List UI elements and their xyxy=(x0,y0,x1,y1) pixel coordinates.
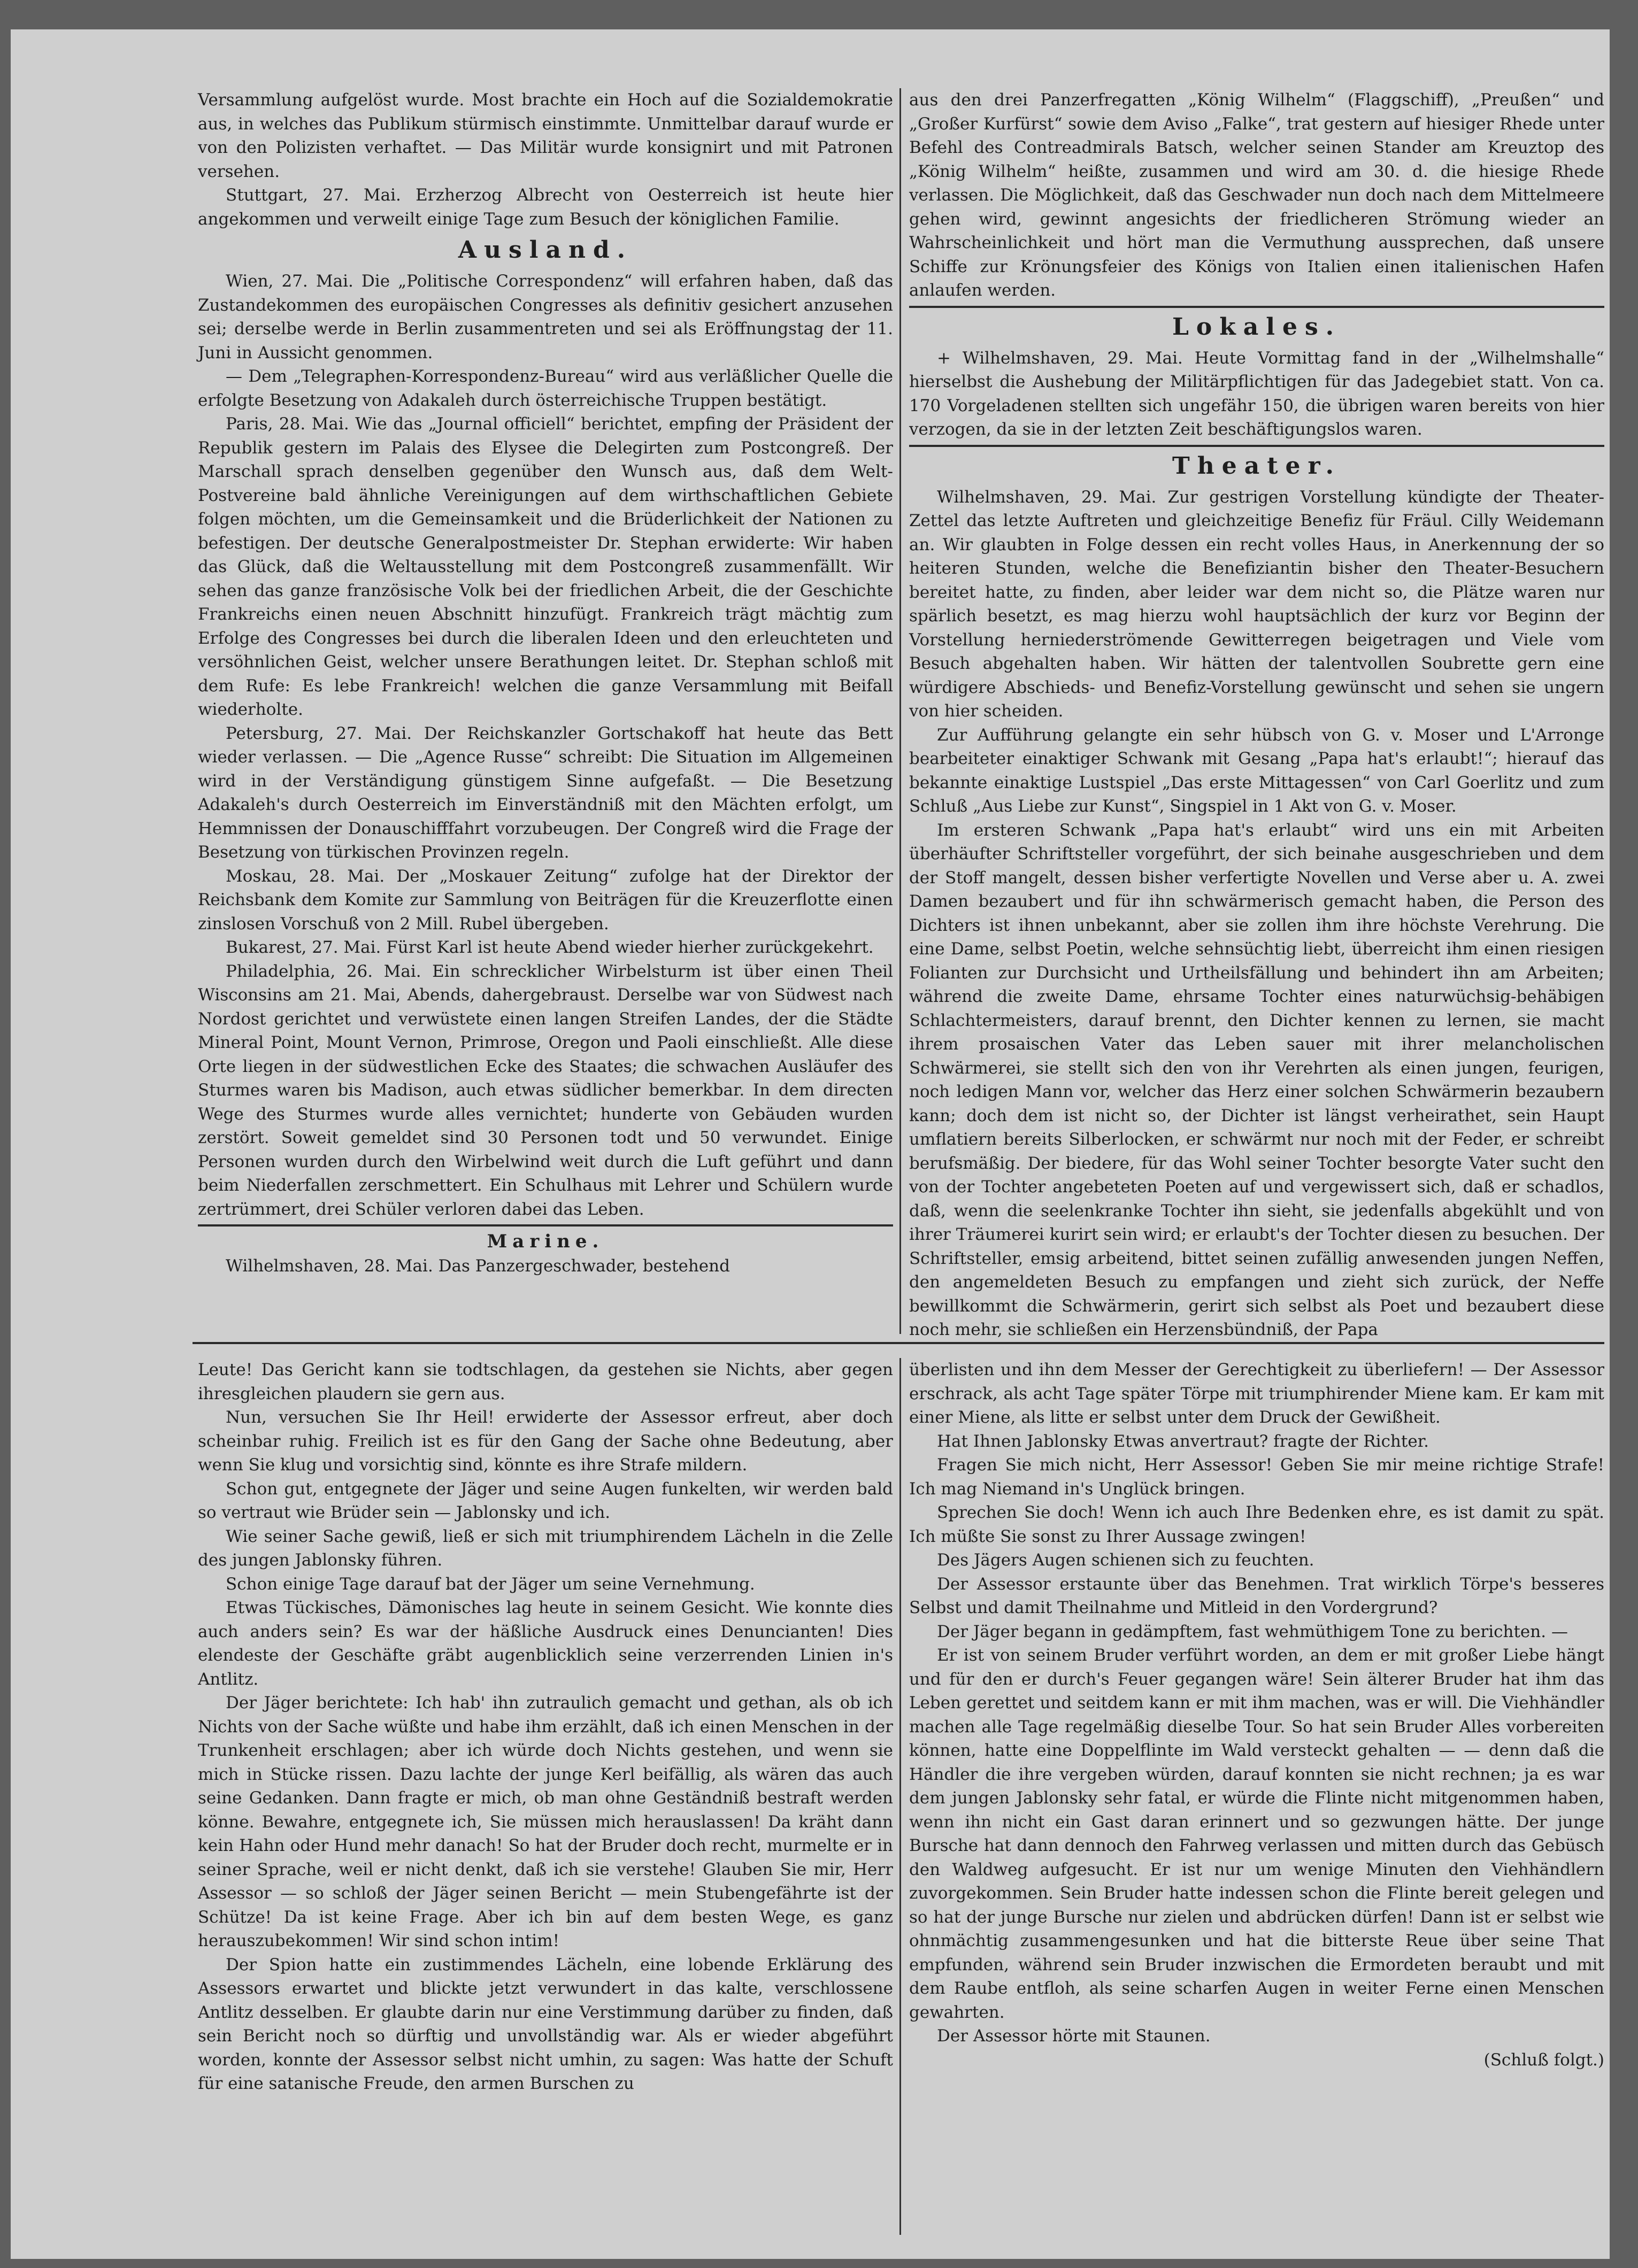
paragraph: Nun, versuchen Sie Ihr Heil! erwiderte der Assessor erfreut, aber doch scheinbar ruhig. Freilich ist es für den Gang der Sache ohne Bedeutung, aber wenn Sie klug und vorsichtig sind, könnte es ihre Strafe mildern. xyxy=(198,1408,893,1475)
paragraph: Wien, 27. Mai. Die „Politische Correspondenz“ will erfahren haben, daß das Zustandekommen des europäischen Congresses als definitiv gesichert anzusehen sei; derselbe werde in Berlin zusammentreten und sei als Eröffnungstag der 11. Juni in Aussicht genommen. xyxy=(198,272,893,362)
bottom-right-column xyxy=(909,1358,1604,2224)
paragraph: Wilhelmshaven, 28. Mai. Das Panzergeschwader, bestehend xyxy=(226,1256,730,1276)
paragraph: Der Assessor erstaunte über das Benehmen. Trat wirklich Törpe's besseres Selbst und damit Theilnahme und Mitleid in den Vordergrund? xyxy=(909,1574,1604,1617)
top-left-column xyxy=(198,88,893,1280)
paragraph: Des Jägers Augen schienen sich zu feuchten. xyxy=(937,1550,1314,1570)
paragraph: Petersburg, 27. Mai. Der Reichskanzler Gortschakoff hat heute das Bett wieder verlassen. — Die „Agence Russe“ schreibt: Die Situation im Allgemeinen wird in der Verständigung günstigem Sinne aufgefaßt. — Die Besetzung Adakaleh's durch Oesterreich im Einverständniß mit den Mächten erfolgt, um Hemmnissen der Donauschifffahrt vorzubeugen. Der Congreß wird die Frage der Besetzung von türkischen Provinzen regeln. xyxy=(198,723,893,862)
bottom-left-column xyxy=(198,1358,893,2224)
paragraph: Er ist von seinem Bruder verführt worden, an dem er mit großer Liebe hängt und für den er durch's Feuer gegangen wäre! Sein älterer Bruder hat ihm das Leben gerettet und seitdem kann er mit ihm machen, was er will. Die Viehhändler machen alle Tage regelmäßig dieselbe Tour. So hat sein Bruder Alles vorbereiten können, hatte eine Doppelflinte im Wald versteckt gehalten — — denn daß die Händler die ihre vergeben würden, darauf konnten sie nicht rechnen; ja es war dem jungen Jablonsky sehr fatal, er würde die Flinte nicht mitgenommen haben, wenn ihn nicht ein Gast daran erinnert und so gezwungen hätte. Der junge Bursche hat dann dennoch den Fahrweg verlassen und mitten durch das Gebüsch den Waldweg aufgesucht. Er ist nur um wenige Minuten den Viehhändlern zuvorgekommen. Sein Bruder hatte indessen schon die Flinte bereit gelegen und so hat der junge Bursche nur zielen und abdrücken dürfen! Dann ist er selbst wie ohnmächtig zusammengesunken und hat die bitterste Reue über seine That empfunden, während sein Bruder inzwischen die Ermordeten beraubt und mit dem Raube entfloh, als seine scharfen Augen in weiter Ferne einen Menschen gewahrten. xyxy=(909,1646,1604,2022)
section-heading-ausland: Ausland. xyxy=(458,236,633,264)
paragraph: Philadelphia, 26. Mai. Ein schrecklicher Wirbelsturm ist über einen Theil Wisconsins am 21. Mai, Abends, dahergebraust. Derselbe war von Südwest nach Nordost gerichtet und verwüstete einen langen Streifen Landes, der die Städte Mineral Point, Mount Vernon, Primrose, Oregon und Paoli einschließt. Alle diese Orte liegen in der südwestlichen Ecke des Staates; die schwachen Ausläufer des Sturmes waren bis Madison, auch etwas südlicher bemerkbar. In dem directen Wege des Sturmes wurde alles vernichtet; hunderte von Gebäuden wurden zerstört. Soweit gemeldet sind 30 Personen todt und 50 verwundet. Einige Personen wurden durch den Wirbelwind weit durch die Luft geführt und dann beim Niederfallen zerschmettert. Ein Schulhaus mit Lehrer und Schülern wurde zertrümmert, drei Schüler verloren dabei das Leben. xyxy=(198,961,893,1219)
paragraph: Schon einige Tage darauf bat der Jäger um seine Vernehmung. xyxy=(226,1574,755,1594)
paragraph: Versammlung aufgelöst wurde. Most brachte ein Hoch auf die Sozialdemokratie aus, in welches das Publikum stürmisch einstimmte. Unmittelbar darauf wurde er von den Polizisten verhaftet. — Das Militär wurde konsignirt und mit Patronen versehen. xyxy=(198,90,893,181)
section-heading-marine: Marine. xyxy=(487,1231,604,1252)
paragraph: Paris, 28. Mai. Wie das „Journal officiell“ berichtet, empfing der Präsident der Republik gestern im Palais des Elysee die Delegirten zum Postcongreß. Der Marschall sprach denselben gegenüber den Wunsch aus, daß dem Welt-Postvereine bald ähnliche Vereinigungen auf dem wirthschaftlichen Gebiete folgen möchten, um die Gemeinsamkeit und die Brüderlichkeit der Nationen zu befestigen. Der deutsche Generalpostmeister Dr. Stephan erwiderte: Wir haben das Glück, daß die Weltausstellung mit dem Postcongreß zusammenfällt. Wir sehen das ganze französische Volk bei der friedlichen Arbeit, die der Geschichte Frankreichs einen neuen Abschnitt hinzufügt. Frankreich trägt mächtig zum Erfolge des Congresses bei durch die liberalen Ideen und den erleuchteten und versöhnlichen Geist, welcher unsere Berathungen leitet. Dr. Stephan schloß mit dem Rufe: Es lebe Frankreich! welchen die ganze Versammlung mit Beifall wiederholte. xyxy=(198,414,893,719)
column-divider-bottom xyxy=(899,1358,901,2235)
paragraph: Stuttgart, 27. Mai. Erzherzog Albrecht von Oesterreich ist heute hier angekommen und verweilt einige Tage zum Besuch der königlichen Familie. xyxy=(198,186,893,229)
paragraph: Wie seiner Sache gewiß, ließ er sich mit triumphirendem Lächeln in die Zelle des jungen Jablonsky führen. xyxy=(198,1526,893,1570)
paragraph: Leute! Das Gericht kann sie todtschlagen, da gestehen sie Nichts, aber gegen ihresgleichen plaudern sie gern aus. xyxy=(198,1360,893,1403)
paragraph: — Dem „Telegraphen-Korrespondenz-Bureau“ wird aus verläßlicher Quelle die erfolgte Besetzung von Adakaleh durch österreichische Truppen bestätigt. xyxy=(198,367,893,410)
paragraph: Der Jäger begann in gedämpftem, fast wehmüthigem Tone zu berichten. — xyxy=(937,1622,1568,1641)
paragraph: Fragen Sie mich nicht, Herr Assessor! Geben Sie mir meine richtige Strafe! Ich mag Niemand in's Unglück bringen. xyxy=(909,1455,1604,1499)
paragraph: Im ersteren Schwank „Papa hat's erlaubt“ wird uns ein mit Arbeiten überhäufter Schriftsteller vorgeführt, der sich beinahe ausgeschrieben und dem der Stoff mangelt, dessen bisher verfertigte Novellen und Verse aber u. A. zwei Damen bezaubert und für ihn schwärmerisch gemacht haben, die Person des Dichters ist ihnen unbekannt, aber sie zollen ihm ihre höchste Verehrung. Die eine Dame, selbst Poetin, welche sehnsüchtig liebt, überreicht ihm einen riesigen Folianten zur Durchsicht und Urtheilsfällung und behindert ihn am Arbeiten; während die zweite Dame, ehrsame Tochter eines naturwüchsig-behäbigen Schlachtermeisters, darauf brennt, den Dichter kennen zu lernen, sie macht ihrem prosaischen Vater das Leben sauer mit ihrer melancholischen Schwärmerei, sie stellt sich den von ihr Verehrten als einen jungen, feurigen, noch ledigen Mann vor, welcher das Herz einer solchen Schwärmerin bezaubern kann; doch dem ist nicht so, der Dichter ist längst verheirathet, sein Haupt umflatiern bereits Silberlocken, er schwärmt nur noch mit der Feder, er schreibt berufsmäßig. Der biedere, für das Wohl seiner Tochter besorgte Vater sucht den von der Tochter angebeteten Poeten auf und vergewissert sich, daß er schadlos, daß, wenn die seelenkranke Tochter ihn sieht, sie jedenfalls abgekühlt und von ihrer Träumerei kurirt sein wird; er erlaubt's der Tochter diesen zu besuchen. Der Schriftsteller, emsig arbeitend, bittet seinen zufällig anwesenden jungen Neffen, den angemeldeten Besuch zu empfangen und zieht sich zurück, der Neffe bewillkommt die Schwärmerin, gerirt sich selbst als Poet und bezaubert diese noch mehr, sie schließen ein Herzensbündniß, der Papa xyxy=(909,820,1604,1339)
rule xyxy=(198,1224,893,1226)
paragraph: Sprechen Sie doch! Wenn ich auch Ihre Bedenken ehre, es ist damit zu spät. Ich müßte Sie sonst zu Ihrer Aussage zwingen! xyxy=(909,1503,1604,1546)
paragraph: Der Jäger berichtete: Ich hab' ihn zutraulich gemacht und gethan, als ob ich Nichts von der Sache wüßte und habe ihm erzählt, daß ich einen Menschen in der Trunkenheit erschlagen; aber ich würde doch Nichts gestehen, und wenn sie mich in Stücke rissen. Dazu lachte der junge Kerl beifällig, als wären das auch seine Gedanken. Dann fragte er mich, ob man ohne Geständniß bestraft werden könne. Bewahre, entgegnete ich, Sie müssen mich herauslassen! Da kräht dann kein Hahn oder Hund mehr danach! So hat der Bruder doch recht, murmelte er in seiner Sprache, weil er nicht denkt, daß ich sie verstehe! Glauben Sie mir, Herr Assessor — so schloß der Jäger seinen Bericht — mein Stubengefährte ist der Schütze! Da ist keine Frage. Aber ich bin auf dem besten Wege, es ganz herauszubekommen! Wir sind schon intim! xyxy=(198,1693,893,1950)
paragraph: aus den drei Panzerfregatten „König Wilhelm“ (Flaggschiff), „Preußen“ und „Großer Kurfürst“ sowie dem Aviso „Falke“, trat gestern auf hiesiger Rhede unter Befehl des Contreadmirals Batsch, welcher seinen Stander am Kreuztop des „König Wilhelm“ heißte, zusammen und wird am 30. d. die hiesige Rhede verlassen. Die Möglichkeit, daß das Geschwader nun doch nach dem Mittelmeere gehen wird, gewinnt angesichts der friedlicheren Strömung wieder an Wahrscheinlichkeit und hört man die Vermuthung aussprechen, daß unsere Schiffe zur Krönungsfeier des Königs von Italien einen italienischen Hafen anlaufen werden. xyxy=(909,90,1604,300)
paragraph: Bukarest, 27. Mai. Fürst Karl ist heute Abend wieder hierher zurückgekehrt. xyxy=(226,938,874,957)
section-heading-theater: Theater. xyxy=(1172,452,1341,480)
section-divider xyxy=(193,1342,1604,1344)
top-right-column xyxy=(909,88,1604,1339)
paragraph: Der Assessor hörte mit Staunen. xyxy=(937,2026,1211,2046)
column-divider-top xyxy=(899,88,901,1334)
newspaper-page xyxy=(11,29,1610,2259)
paragraph: Moskau, 28. Mai. Der „Moskauer Zeitung“ zufolge hat der Direktor der Reichsbank dem Komite zur Sammlung von Beiträgen für die Kreuzerflotte einen zinslosen Vorschuß von 2 Mill. Rubel übergeben. xyxy=(198,866,893,934)
paragraph: überlisten und ihn dem Messer der Gerechtigkeit zu überliefern! — Der Assessor erschrack, als acht Tage später Törpe mit triumphirender Miene kam. Er kam mit einer Miene, als litte er selbst unter dem Druck der Gewißheit. xyxy=(909,1360,1604,1427)
rule xyxy=(909,306,1604,308)
paragraph: Zur Aufführung gelangte ein sehr hübsch von G. v. Moser und L'Arronge bearbeiteter einaktiger Schwank mit Gesang „Papa hat's erlaubt!“; hierauf das bekannte einaktige Lustspiel „Das erste Mittagessen“ von Carl Goerlitz und zum Schluß „Aus Liebe zur Kunst“, Singspiel in 1 Akt von G. v. Moser. xyxy=(909,725,1604,816)
paragraph: Hat Ihnen Jablonsky Etwas anvertraut? fragte der Richter. xyxy=(937,1431,1429,1451)
paragraph: Der Spion hatte ein zustimmendes Lächeln, eine lobende Erklärung des Assessors erwartet und blickte jetzt verwundert in das kalte, verschlossene Antlitz desselben. Er glaubte darin nur eine Verstimmung darüber zu finden, daß sein Bericht noch so dürftig und unvollständig war. Als er wieder abgeführt worden, konnte der Assessor selbst nicht umhin, zu sagen: Was hatte der Schuft für eine satanische Freude, den armen Burschen zu xyxy=(198,1955,893,2093)
paragraph: Schon gut, entgegnete der Jäger und seine Augen funkelten, wir werden bald so vertraut wie Brüder sein — Jablonsky und ich. xyxy=(198,1479,893,1522)
paragraph: Wilhelmshaven, 29. Mai. Zur gestrigen Vorstellung kündigte der Theater-Zettel das letzte Auftreten und gleichzeitige Benefiz für Fräul. Cilly Weidemann an. Wir glaubten in Folge dessen ein recht volles Haus, in Anerkennung der so heiteren Stunden, welche die Benefiziantin bisher den Theater-Besuchern bereitet hatte, zu finden, aber leider war dem nicht so, die Plätze waren nur spärlich besetzt, es mag hierzu wohl hauptsächlich der kurz vor Beginn der Vorstellung herniederströmende Gewitterregen beigetragen und Viele vom Besuch abgehalten haben. Wir hätten der talentvollen Soubrette gern eine würdigere Abschieds- und Benefiz-Vorstellung gewünscht und sehen sie ungern von hier scheiden. xyxy=(909,487,1604,721)
paragraph: + Wilhelmshaven, 29. Mai. Heute Vormittag fand in der „Wilhelmshalle“ hierselbst die Aushebung der Militärpflichtigen für das Jadegebiet statt. Von ca. 170 Vorgeladenen stellten sich ungefähr 150, die übrigen waren bereits von hier verzogen, da sie in der letzten Zeit beschäftigungslos waren. xyxy=(909,348,1604,439)
section-heading-lokales: Lokales. xyxy=(1172,313,1342,341)
rule xyxy=(909,445,1604,447)
paragraph: Etwas Tückisches, Dämonisches lag heute in seinem Gesicht. Wie konnte dies auch anders sein? Es war der häßliche Ausdruck eines Denuncianten! Dies elendeste der Geschäfte gräbt augenblicklich seine verzerrenden Linien in's Antlitz. xyxy=(198,1598,893,1689)
to-be-continued-note: (Schluß folgt.) xyxy=(1483,2050,1604,2070)
